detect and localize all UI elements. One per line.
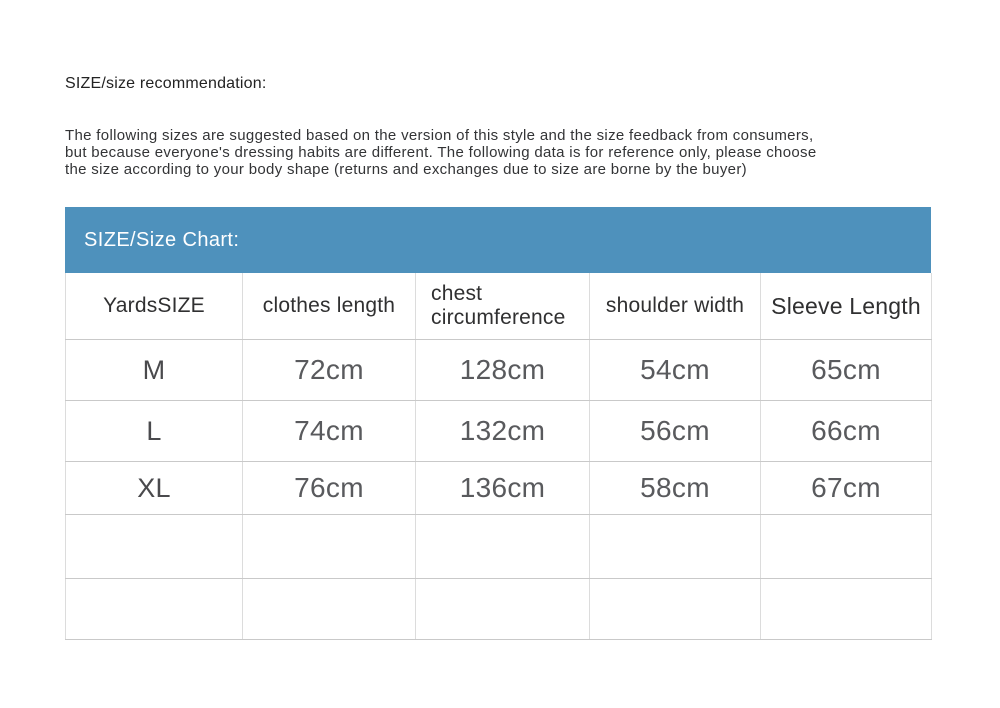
table-header-row [66,273,932,340]
clothes-length-cell: 76cm [243,462,416,515]
empty-cell [590,515,761,579]
intro-line: the size according to your body shape (returns and exchanges due to size are borne by the buyer) [65,161,747,178]
chest-circumference-cell: 136cm [416,462,590,515]
intro-line: but because everyone's dressing habits are different. The following data is for reference only, please choose [65,144,817,161]
sleeve-length-cell: 67cm [761,462,932,515]
size-chart-section [65,207,931,640]
shoulder-width-cell: 58cm [590,462,761,515]
empty-cell [761,515,932,579]
empty-cell [590,579,761,640]
empty-cell [416,515,590,579]
size-cell: L [66,401,243,462]
column-header-sleeve-length: Sleeve Length [761,273,932,340]
column-header-clothes-length: clothes length [243,273,416,340]
column-header-shoulder-width: shoulder width [590,273,761,340]
chest-circumference-cell: 128cm [416,340,590,401]
page-title: SIZE/size recommendation: [65,75,267,92]
table-row-l [66,401,932,462]
column-header-size: YardsSIZE [66,273,243,340]
intro-line: The following sizes are suggested based on the version of this style and the size feedback from consumers, [65,127,814,144]
empty-cell [243,579,416,640]
sleeve-length-cell: 65cm [761,340,932,401]
table-row-xl [66,462,932,515]
sleeve-length-cell: 66cm [761,401,932,462]
table-row-m [66,340,932,401]
empty-cell [416,579,590,640]
intro-paragraph [65,127,1000,178]
clothes-length-cell: 72cm [243,340,416,401]
size-chart-title: SIZE/Size Chart: [84,228,240,251]
chest-circumference-cell: 132cm [416,401,590,462]
size-cell: XL [66,462,243,515]
empty-cell [243,515,416,579]
empty-cell [66,515,243,579]
table-row-empty [66,579,932,640]
clothes-length-cell: 74cm [243,401,416,462]
size-table [65,273,932,640]
empty-cell [761,579,932,640]
size-chart-title-bar [65,207,931,273]
size-cell: M [66,340,243,401]
column-header-chest-circumference: chest circumference [416,273,590,340]
empty-cell [66,579,243,640]
shoulder-width-cell: 56cm [590,401,761,462]
table-row-empty [66,515,932,579]
shoulder-width-cell: 54cm [590,340,761,401]
